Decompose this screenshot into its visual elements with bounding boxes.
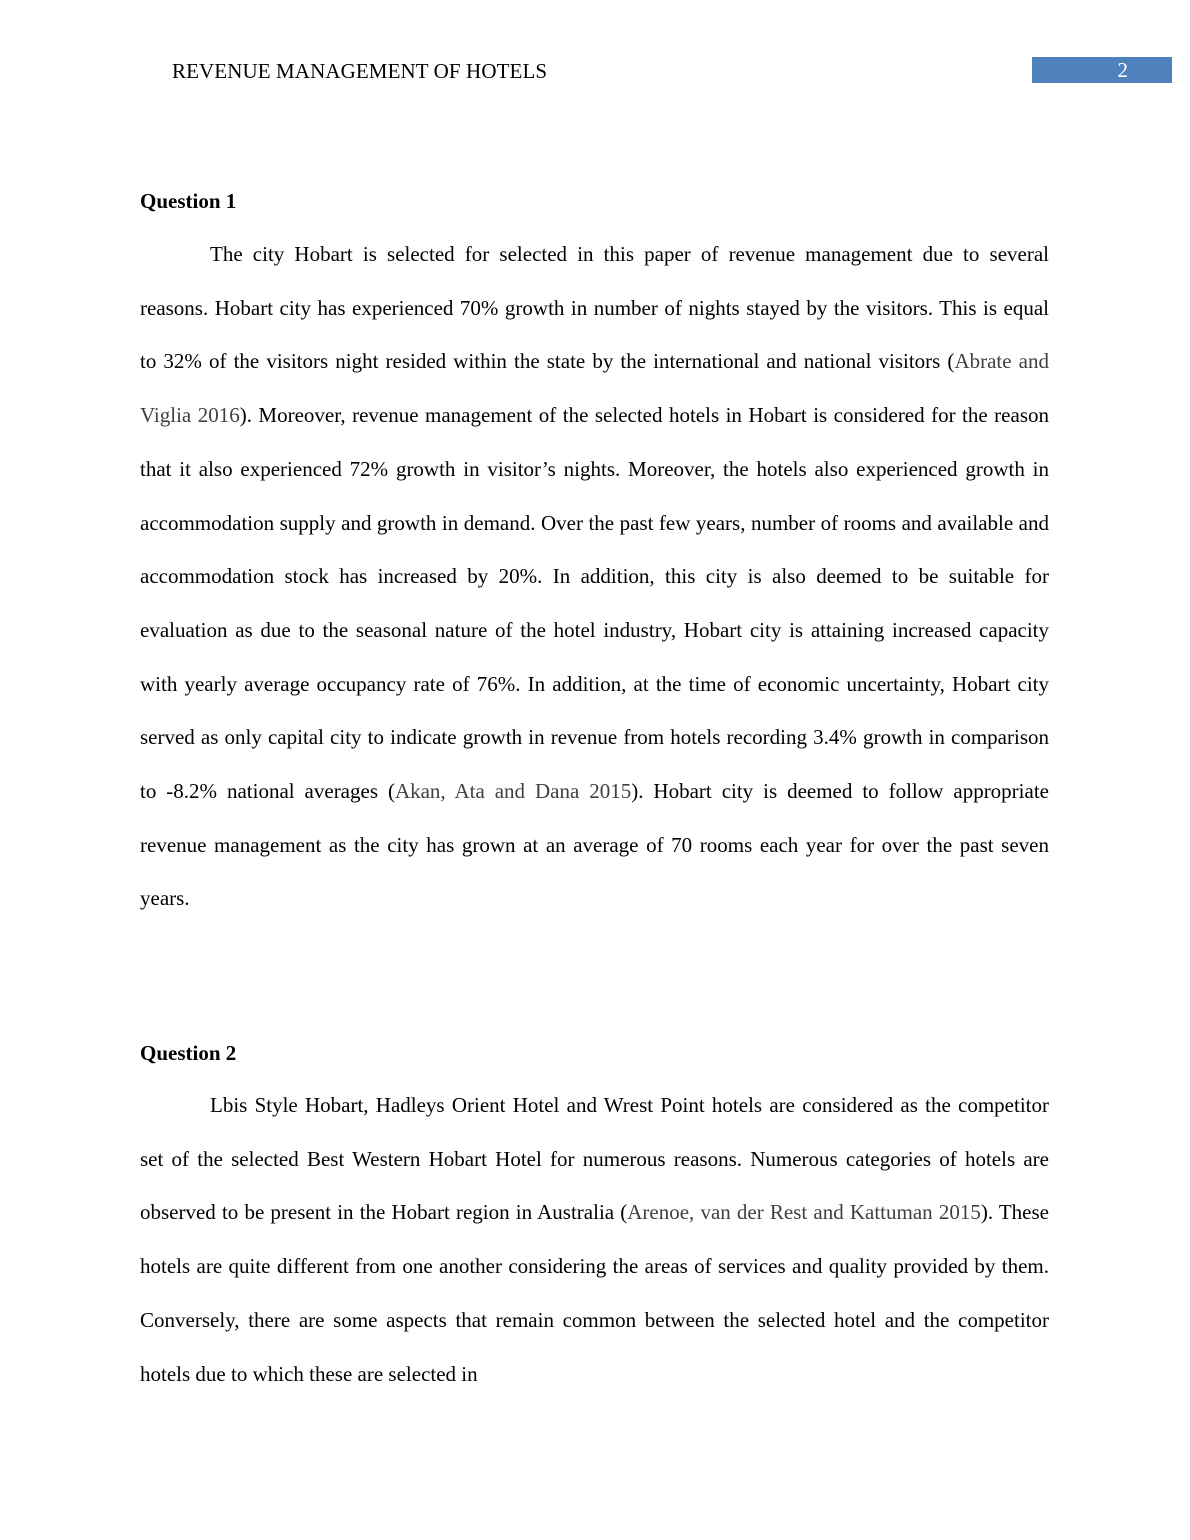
section-paragraph-question-2 <box>140 1079 1049 1401</box>
citation: Arenoe, van der Rest and Kattuman 2015 <box>627 1200 981 1225</box>
paragraph-text: Lbis Style Hobart, Hadleys Orient Hotel and Wrest Point hotels are considered as the competitor set of the selected Best Western Hobart Hotel for numerous reasons. Numerous categories of hotels are observed to be present in the Hobart region in Australia ( <box>140 1093 1049 1225</box>
paragraph-text: ). These hotels are quite different from one another considering the areas of services and quality provided by them. Conversely, there are some aspects that remain common between the selected hotel and the competitor hotels due to which these are selected in <box>140 1200 1049 1386</box>
paragraph-text: ). Hobart city is deemed to follow appropriate revenue management as the city has grown at an average of 70 rooms each year for over the past seven years. <box>140 779 1049 911</box>
citation: Akan, Ata and Dana 2015 <box>394 779 632 804</box>
section-heading-question-2: Question 2 <box>140 1041 237 1065</box>
paragraph-text: ). Moreover, revenue management of the selected hotels in Hobart is considered for the reason that it also experienced 72% growth in visitor’s nights. Moreover, the hotels also experienced growth in accommodation supply and growth in demand. Over the past few years, number of rooms and available and accommodation stock has increased by 20%. In addition, this city is also deemed to be suitable for evaluation as due to the seasonal nature of the hotel industry, Hobart city is attaining increased capacity with yearly average occupancy rate of 76%. In addition, at the time of economic uncertainty, Hobart city served as only capital city to indicate growth in revenue from hotels recording 3.4% growth in comparison to -8.2% national averages ( <box>140 403 1049 804</box>
citation: Abrate and Viglia 2016 <box>140 349 1049 428</box>
section-heading-question-1: Question 1 <box>140 189 237 213</box>
running-head: REVENUE MANAGEMENT OF HOTELS <box>172 59 548 83</box>
page-number: 2 <box>1032 57 1172 83</box>
paragraph-text: The city Hobart is selected for selected in this paper of revenue management due to several reasons. Hobart city has experienced 70% growth in number of nights stayed by the visitors. This is equal to 32% of the visitors night resided within the state by the international and national visitors ( <box>140 242 1049 374</box>
section-paragraph-question-1 <box>140 228 1049 926</box>
